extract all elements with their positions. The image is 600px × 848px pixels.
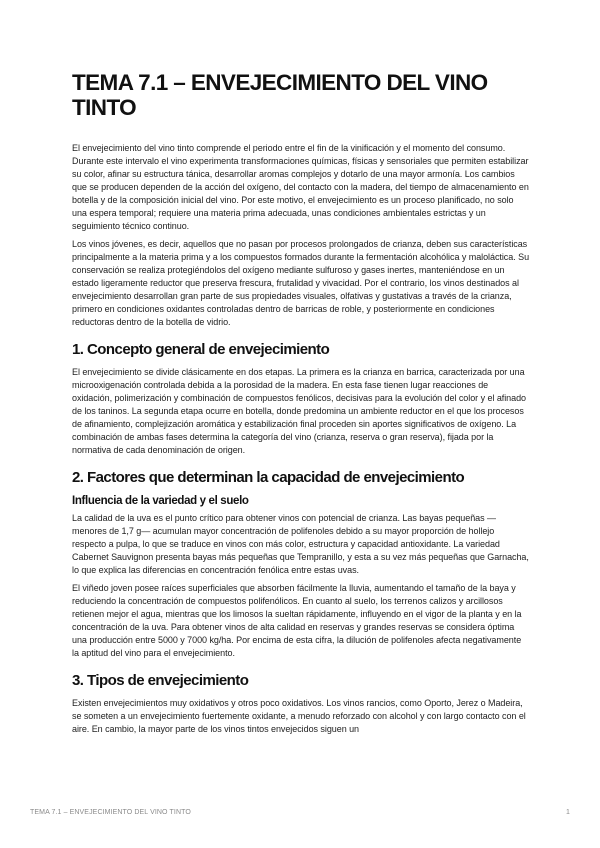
section-1-heading: 1. Concepto general de envejecimiento (72, 341, 330, 358)
section-2-subheading: Influencia de la variedad y el suelo (72, 495, 249, 507)
section-3-paragraph-1: Existen envejecimientos muy oxidativos y otros poco oxidativos. Los vinos rancios, como Oporto, Jerez o Madeira, se someten a un envejecimiento fuertemente oxidante, a menudo reforzado con alcohol y con largo contacto con el aire. En cambio, la mayor parte de los vinos tintos envejecidos siguen un (72, 698, 526, 734)
page-footer (30, 809, 570, 821)
intro-paragraph-1: El envejecimiento del vino tinto comprende el periodo entre el fin de la vinificación y el momento del consumo. Durante este intervalo el vino experimenta transformaciones químicas, físicas y sensoriales que permiten estabilizar su color, afinar su estructura tánica, desarrollar aromas complejos y dotarlo de una mayor armonía. Los cambios que se producen dependen de la acción del oxígeno, del contacto con la madera, del tiempo de almacenamiento en botella y de la composición inicial del vino. Por este motivo, el envejecimiento es un proceso planificado, no solo una espera temporal; requiere una materia prima adecuada, unas condiciones ambientales estrictas y un seguimiento técnico continuo. (72, 143, 529, 231)
section-1-paragraph-1: El envejecimiento se divide clásicamente en dos etapas. La primera es la crianza en barrica, caracterizada por una microoxigenación controlada debida a la porosidad de la madera. En esta fase tienen lugar reacciones de oxidación, polimerización y combinación de compuestos fenólicos, decisivas para la evolución del color y el afinado de los taninos. La segunda etapa ocurre en botella, donde predomina un ambiente reductor en el que los procesos de afinamiento, complejización aromática y estabilización final proceden sin aportes significativos de oxígeno. La combinación de ambas fases determina la categoría del vino (crianza, reserva o gran reserva), fijada por la normativa de cada denominación de origen. (72, 367, 527, 455)
footer-title: TEMA 7.1 – ENVEJECIMIENTO DEL VINO TINTO (30, 809, 191, 816)
page-number: 1 (566, 809, 570, 816)
intro-paragraph-2: Los vinos jóvenes, es decir, aquellos que no pasan por procesos prolongados de crianza, deben sus características principalmente a la materia prima y a los compuestos formados durante la fermentación alcohólica y maloláctica. Su conservación se realiza protegiéndolos del oxígeno mediante sulfuroso y gases inertes, manteniéndose en un estado ligeramente reductor que preserva frescura, frutalidad y vivacidad. Por el contrario, los vinos destinados al envejecimiento desarrollan gran parte de sus propiedades visuales, olfativas y gustativas a través de la crianza, primero en condiciones oxidantes controladas dentro de barricas de roble, y posteriormente en condiciones reductoras dentro de la botella de vidrio. (72, 239, 530, 327)
document-page (72, 70, 530, 741)
document-title: TEMA 7.1 – ENVEJECIMIENTO DEL VINO TINTO (72, 70, 488, 120)
section-3-heading: 3. Tipos de envejecimiento (72, 672, 249, 689)
section-2-heading: 2. Factores que determinan la capacidad de envejecimiento (72, 469, 465, 486)
section-2-paragraph-1: La calidad de la uva es el punto crítico para obtener vinos con potencial de crianza. Las bayas pequeñas —menores de 1,7 g— acumulan mayor concentración de polifenoles debido a su mayor proporción de hollejo respecto a pulpa, lo que se traduce en vinos con más color, estructura y capacidad antioxidante. La variedad Cabernet Sauvignon presenta bayas más pequeñas que Tempranillo, y esta a su vez más pequeñas que Garnacha, lo que explica las diferencias en concentración fenólica entre estas uvas. (72, 513, 529, 575)
section-2-paragraph-2: El viñedo joven posee raíces superficiales que absorben fácilmente la lluvia, aumentando el tamaño de la baya y reduciendo la concentración de compuestos polifenólicos. En cuanto al suelo, los terrenos calizos y arcillosos retienen mejor el agua, mientras que los limosos la sueltan rápidamente, influyendo en el vigor de la planta y en la concentración de la uva. Para obtener vinos de alta calidad en reservas y grandes reservas se considera óptima una producción entre 5000 y 7000 kg/ha. Por encima de esta cifra, la dilución de polifenoles afecta negativamente la aptitud del vino para el envejecimiento. (72, 583, 522, 658)
